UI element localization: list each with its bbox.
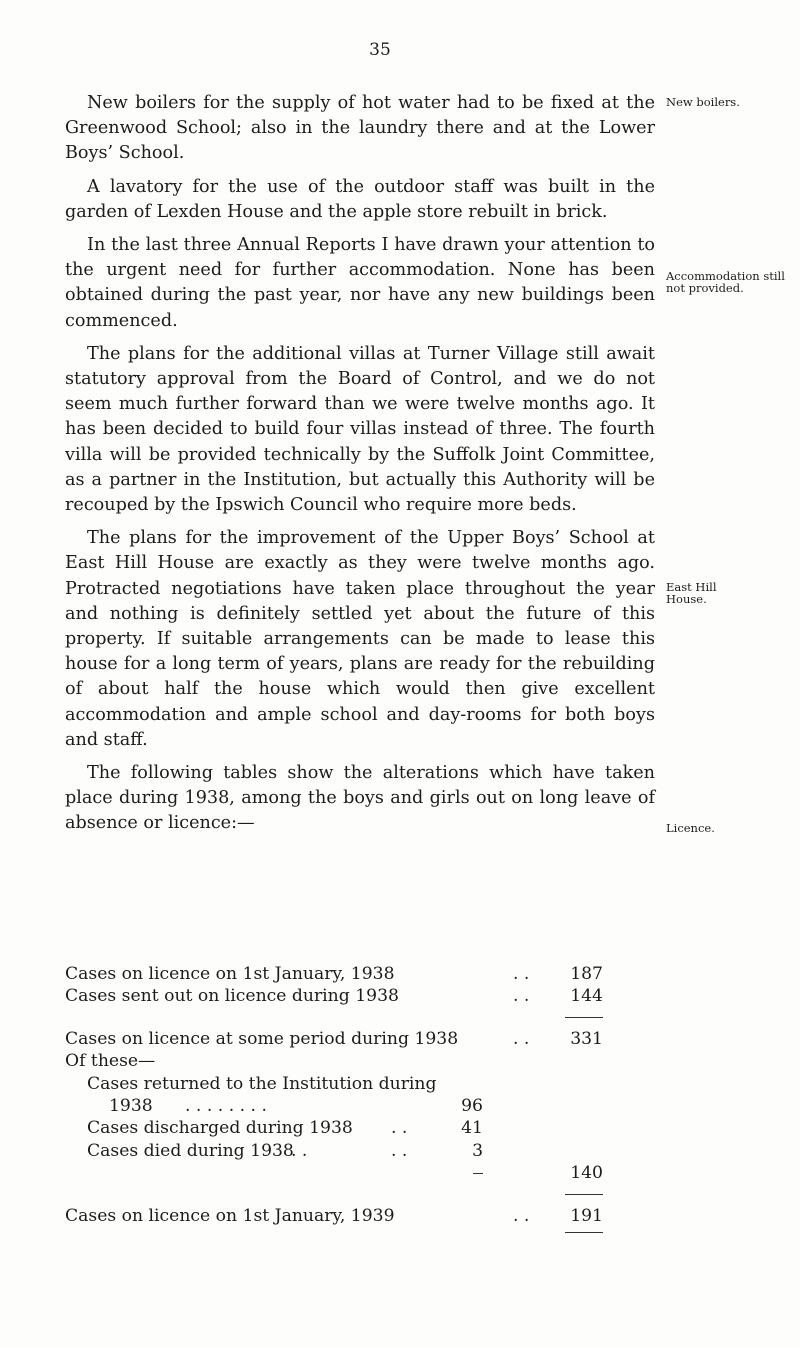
table-spacer [65,1008,665,1028]
licence-statistics-table [65,963,665,1239]
paragraph-east-hill: The plans for the improvement of the Upper Boys’ School at East Hill House are exactly as they were twelve months ago. Protracted negotiations have taken place throughout the year and nothing is definitely settled yet about the future of this property. If suitable arrangements can be made to lease this house for a long term of years, plans are ready for the rebuilding of about half the house which would then give excellent accommodation and ample school and day-rooms for both boys and staff. [65,528,655,750]
row-label: Of these— [65,1051,156,1072]
paragraph-accommodation: In the last three Annual Reports I have drawn your attention to the urgent need for further accommodation. None has been obtained during the past year, nor have any new buildings been commenced. [65,235,655,331]
sum-rule [565,1017,603,1018]
leader-dots: . . . . . . . . [185,1095,267,1116]
total-rule [565,1232,603,1233]
sum-rule [565,1194,603,1195]
row-value: 3 [472,1140,483,1161]
row-label: Cases on licence on 1st January, 1939 [65,1205,395,1226]
row-label: Cases on licence at some period during 1938 [65,1028,459,1049]
table-row [65,1140,665,1162]
page-number: 35 [369,40,391,60]
table-row [65,1073,665,1095]
leader-dots: . . [513,1028,530,1049]
row-label: 1938 [109,1095,153,1116]
table-row [65,1028,665,1050]
leader-dots: . . [391,1140,408,1161]
paragraph-lavatory: A lavatory for the use of the outdoor staff was built in the garden of Lexden House and the apple store rebuilt in brick. [65,176,655,222]
row-value: 96 [461,1095,483,1116]
row-value: 144 [570,986,603,1007]
table-row [65,1205,665,1227]
row-value: 191 [570,1205,603,1226]
table-row [65,1050,665,1072]
paragraph-licence-intro: The following tables show the alterations which have taken place during 1938, among the boys and girls out on long leave of absence or licence:— [65,763,655,834]
row-value: 187 [570,964,603,984]
margin-note-new-boilers: New boilers. [666,95,740,109]
margin-note-east-hill: East Hill House. [666,580,717,606]
leader-dots: . . [513,986,530,1007]
table-spacer [65,1185,665,1205]
row-label: Cases died during 1938 [87,1140,294,1161]
body-text [65,91,655,845]
row-label: Cases returned to the Institution during [87,1073,437,1094]
leader-dots: . . [513,1205,530,1226]
leader-dots: . . [291,1140,308,1161]
table-spacer [65,1227,665,1239]
row-value: 331 [570,1028,603,1049]
table-row [65,1117,665,1139]
row-value: 140 [570,1163,603,1184]
leader-dots: . . [513,964,530,984]
paragraph-turner-village: The plans for the additional villas at Turner Village still await statutory approval from the Board of Control, and we do not seem much further forward than we were twelve months ago. It has been decided to build four villas instead of three. The fourth villa will be provided technically by the Suffolk Joint Committee, as a partner in the Institution, but actually this Authority will be recouped by the Ipswich Council who require more beds. [65,343,655,516]
row-label: Cases discharged during 1938 [87,1118,353,1139]
margin-note-accommodation: Accommodation still not provided. [666,269,785,295]
paragraph-new-boilers: New boilers for the supply of hot water had to be fixed at the Greenwood School; also in the laundry there and at the Lower Boys’ School. [65,93,655,164]
table-row [65,985,665,1007]
margin-note-licence: Licence. [666,821,715,835]
row-label: Cases on licence on 1st January, 1938 [65,964,395,984]
row-label: Cases sent out on licence during 1938 [65,986,399,1007]
table-row [65,1162,665,1184]
row-value: 41 [461,1118,483,1139]
leader-dots: . . [391,1118,408,1139]
table-row [65,963,665,985]
table-row [65,1095,665,1117]
subtotal-dash [473,1173,483,1174]
